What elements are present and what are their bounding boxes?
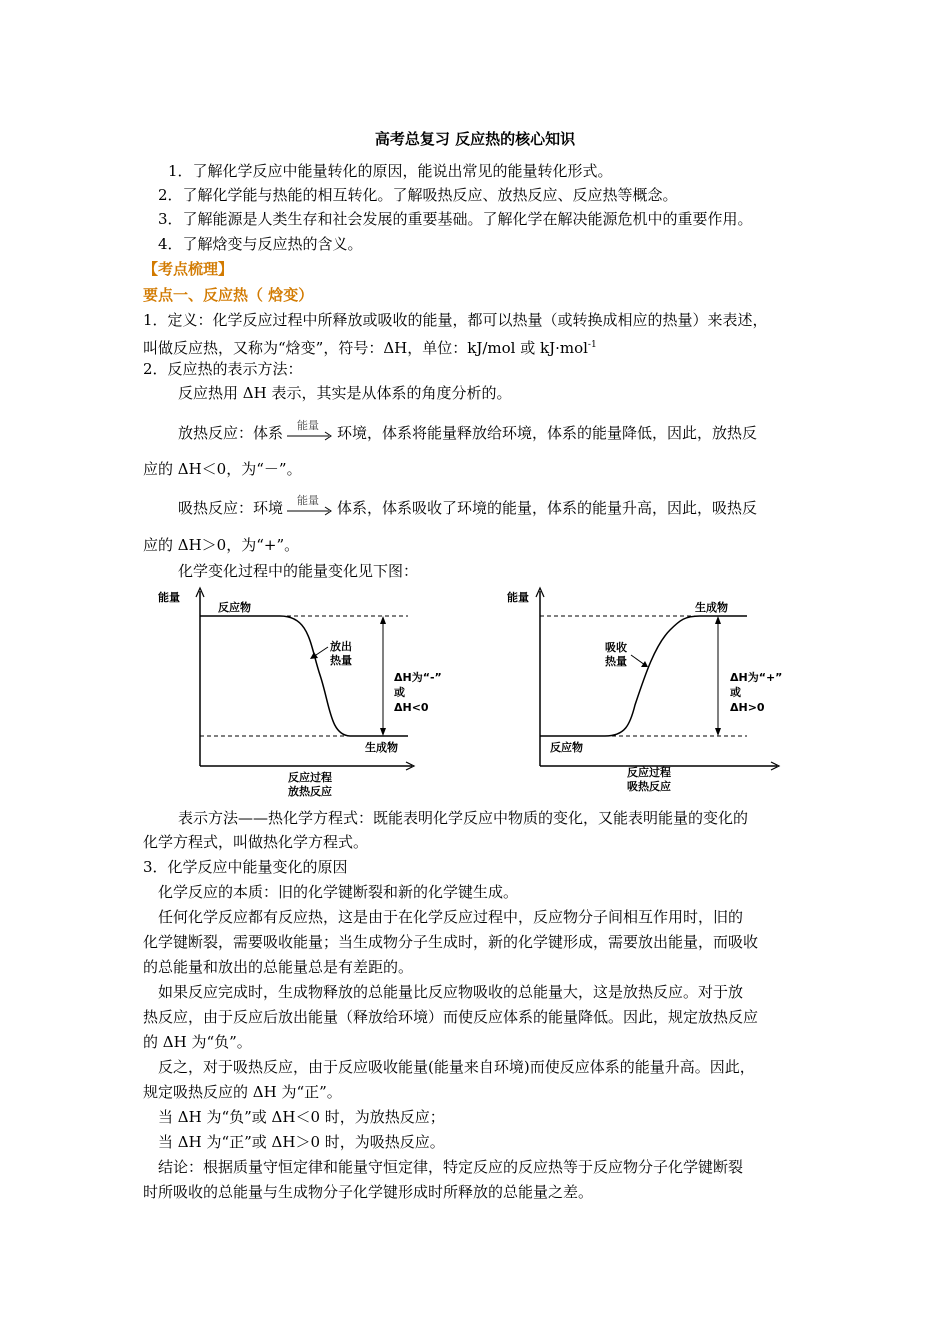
para3-line-2: 规定吸热反应的 ΔH 为“正”。 [143,1083,342,1101]
right-curve-label-2: 热量 [605,655,627,668]
para2-line-2: 热反应，由于反应后放出能量（释放给环境）而使反应体系的能量降低。因此，规定放热反应 [143,1008,759,1026]
left-x-label-2: 放热反应 [288,785,332,798]
energy-arrow-icon: 能量 [285,499,335,519]
right-x-label-1: 反应过程 [627,766,671,779]
left-dh-3: ΔH<0 [394,701,429,714]
rule-endothermic: 当 ΔH 为“正”或 ΔH＞0 时，为吸热反应。 [158,1133,445,1151]
left-dh-2: 或 [394,686,405,699]
objective-2: 2．了解化学能与热能的相互转化。了解吸热反应、放热反应、反应热等概念。 [158,186,678,204]
energy-arrow-icon: 能量 [285,424,335,444]
left-x-label-1: 反应过程 [288,771,332,784]
section-header: 【考点梳理】 [143,260,234,278]
left-curve-label-1: 放出 [330,640,352,653]
method-title: 2．反应热的表示方法： [143,360,303,378]
thermo-line-2: 化学方程式，叫做热化学方程式。 [143,833,369,851]
rule-exothermic: 当 ΔH 为“负”或 ΔH＜0 时，为放热反应； [158,1108,445,1126]
objective-1: 1．了解化学反应中能量转化的原因，能说出常见的能量转化形式。 [168,162,613,180]
right-curve-label-1: 吸收 [605,641,627,654]
conclusion-line-2: 时所吸收的总能量与生成物分子化学键形成时所释放的总能量之差。 [143,1183,594,1201]
endothermic-line-1: 吸热反应：环境 能量 体系，体系吸收了环境的能量，体系的能量升高，因此，吸热反 [178,494,758,517]
cause-title: 3．化学反应中能量变化的原因 [143,858,348,876]
right-x-label-2: 吸热反应 [627,780,671,793]
exothermic-energy-diagram [150,585,442,800]
right-dh-1: ΔH为“+” [730,671,783,684]
exothermic-line-2: 应的 ΔH＜0，为“－”。 [143,460,302,478]
endothermic-energy-diagram [495,585,785,800]
left-curve-label-2: 热量 [330,654,352,667]
left-product-label: 生成物 [365,741,398,754]
right-dh-2: 或 [730,686,741,699]
essence-line: 化学反应的本质：旧的化学键断裂和新的化学键生成。 [158,883,519,901]
endothermic-line-2: 应的 ΔH＞0，为“+”。 [143,536,300,554]
objective-4: 4．了解焓变与反应热的含义。 [158,235,363,253]
right-reactant-label: 反应物 [550,741,583,754]
left-dh-1: ΔH为“-” [394,671,442,684]
page-title: 高考总复习 反应热的核心知识 [374,130,576,148]
right-product-label: 生成物 [695,601,728,614]
right-dh-3: ΔH>0 [730,701,765,714]
definition-line-1: 1．定义：化学反应过程中所释放或吸收的能量，都可以热量（或转换成相应的热量）来表述， [143,311,768,329]
para3-line-1: 反之，对于吸热反应，由于反应吸收能量(能量来自环境)而使反应体系的能量升高。因此， [158,1058,755,1076]
left-reactant-label: 反应物 [218,601,251,614]
definition-line-2: 叫做反应热，又称为“焓变”，符号：ΔH，单位：kJ/mol 或 kJ·mol$^{-1}$ [143,339,597,357]
para1-line-2: 化学键断裂，需要吸收能量；当生成物分子生成时，新的化学键形成，需要放出能量，而吸收 [143,933,759,951]
point-header: 要点一、反应热（ 焓变） [143,286,314,304]
para1-line-3: 的总能量和放出的总能量总是有差距的。 [143,958,414,976]
method-desc: 反应热用 ΔH 表示，其实是从体系的角度分析的。 [178,384,512,402]
right-y-label: 能量 [507,591,529,604]
left-y-label: 能量 [158,591,180,604]
conclusion-line-1: 结论：根据质量守恒定律和能量守恒定律，特定反应的反应热等于反应物分子化学键断裂 [158,1158,744,1176]
exothermic-line-1: 放热反应：体系 能量 环境，体系将能量释放给环境，体系的能量降低，因此，放热反 [178,419,758,442]
diagram-intro: 化学变化过程中的能量变化见下图： [178,562,419,580]
para1-line-1: 任何化学反应都有反应热，这是由于在化学反应过程中，反应物分子间相互作用时，旧的 [158,908,744,926]
para2-line-1: 如果反应完成时，生成物释放的总能量比反应物吸收的总能量大，这是放热反应。对于放 [158,983,744,1001]
para2-line-3: 的 ΔH 为“负”。 [143,1033,252,1051]
thermo-line-1: 表示方法——热化学方程式：既能表明化学反应中物质的变化，又能表明能量的变化的 [178,809,749,827]
objective-3: 3．了解能源是人类生存和社会发展的重要基础。了解化学在解决能源危机中的重要作用。 [158,210,753,228]
